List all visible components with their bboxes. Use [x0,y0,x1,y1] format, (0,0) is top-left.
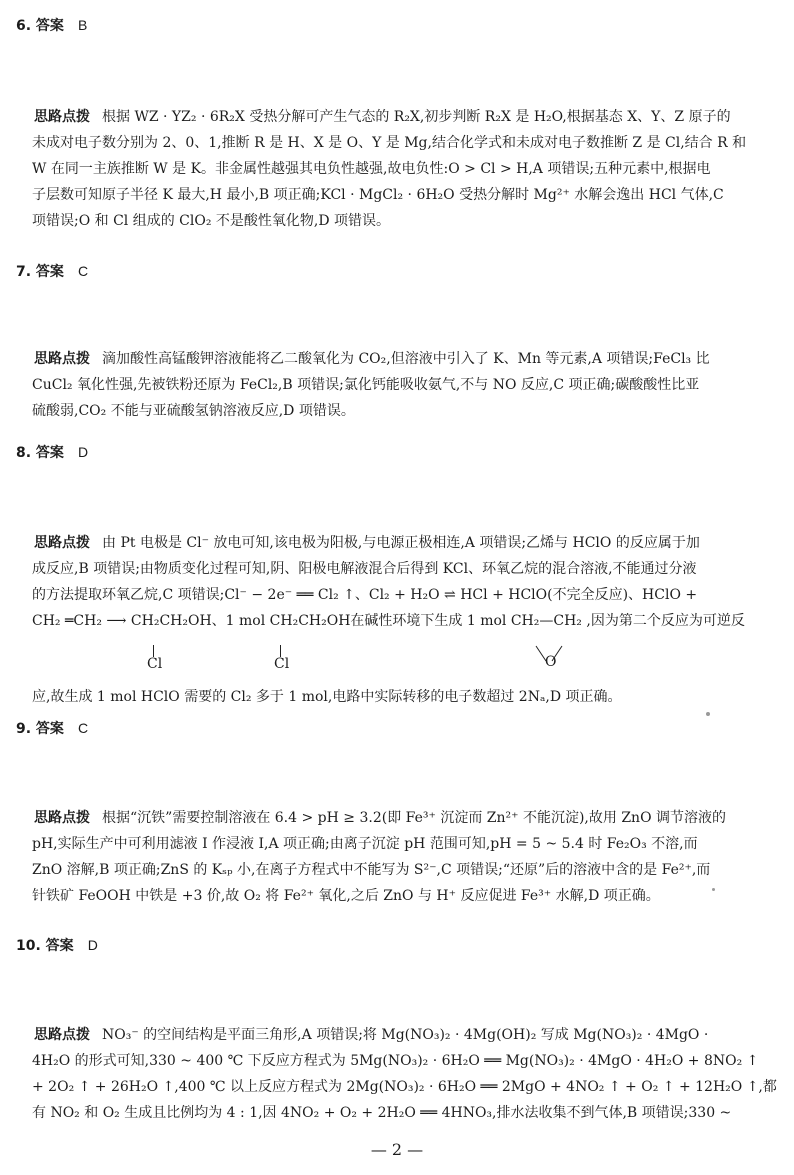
q7-explanation [34,346,782,424]
q10-line: 有 NO₂ 和 O₂ 生成且比例均为 4 : 1,因 4NO₂ + O₂ + 2H₂O ══ 4HNO₃,排水法收集不到气体,B 项错误;330 ~ [32,1105,732,1121]
q10-hint-label: 思路点拨 [34,1027,90,1043]
q10-line: + 2O₂ ↑ + 26H₂O ↑,400 ℃ 以上反应方程式为 2Mg(NO₃)₂ · 6H₂O ══ 2MgO + 4NO₂ ↑ + O₂ ↑ + 12H₂O ↑,都 [32,1079,777,1095]
q6-answer-row [16,15,87,35]
q6-hint-label: 思路点拨 [34,109,90,125]
q9-explanation [34,805,782,909]
q7-answer-label: 7. 答案 [16,264,64,280]
q9-answer-row [16,718,88,738]
q7-answer-row [16,261,88,281]
q6-answer-label: 6. 答案 [16,18,64,34]
scan-speck [712,888,715,891]
q8-answer-label: 8. 答案 [16,445,64,461]
q10-line: NO₃⁻ 的空间结构是平面三角形,A 项错误;将 Mg(NO₃)₂ · 4Mg(OH)₂ 写成 Mg(NO₃)₂ · 4MgO · [102,1027,709,1043]
q8-line: CH₂ ═CH₂ ⟶ CH₂CH₂OH、1 mol CH₂CH₂OH在碱性环境下生成 1 mol CH₂—CH₂ ,因为第二个反应为可逆反 [32,613,745,629]
q6-answer-value: B [77,17,88,33]
q7-hint-label: 思路点拨 [34,351,90,367]
q10-answer-value: D [87,937,98,953]
q8-last-line: 应,故生成 1 mol HClO 需要的 Cl₂ 多于 1 mol,电路中实际转移的电子数超过 2Nₐ,D 项正确。 [32,689,622,705]
q6-line: 项错误;O 和 Cl 组成的 ClO₂ 不是酸性氧化物,D 项错误。 [32,213,391,229]
q10-line: 4H₂O 的形式可知,330 ~ 400 ℃ 下反应方程式为 5Mg(NO₃)₂ · 6H₂O ══ Mg(NO₃)₂ · 4MgO · 4H₂O + 8NO₂ ↑ [32,1053,759,1069]
q8-answer-value: D [77,444,89,460]
q8-line: 成反应,B 项错误;由物质变化过程可知,阴、阳极电解液混合后得到 KCl、环氧乙烷的混合溶液,不能通过分液 [32,561,697,577]
q7-line: CuCl₂ 氧化性强,先被铁粉还原为 FeCl₂,B 项错误;氯化钙能吸收氨气,不与 NO 反应,C 项正确;碳酸酸性比亚 [32,377,700,393]
q9-line: pH,实际生产中可利用滤液 Ⅰ 作浸液 Ⅰ,A 项正确;由离子沉淀 pH 范围可知,pH = 5 ~ 5.4 时 Fe₂O₃ 不溶,而 [32,836,698,852]
q6-line: W 在同一主族推断 W 是 K。非金属性越强其电负性越强,故电负性:O > Cl > H,A 项错误;五种元素中,根据电 [32,161,711,177]
q8-hint-label: 思路点拨 [34,535,90,551]
q9-line: 根据“沉铁”需要控制溶液在 6.4 > pH ≥ 3.2(即 Fe³⁺ 沉淀而 Zn²⁺ 不能沉淀),故用 ZnO 调节溶液的 [102,810,727,826]
q9-answer-value: C [77,720,89,736]
q7-line: 滴加酸性高锰酸钾溶液能将乙二酸氧化为 CO₂,但溶液中引入了 K、Mn 等元素,A 项错误;FeCl₃ 比 [102,351,710,367]
q8-substituent-cl: Cl [147,656,163,672]
q6-line: 根据 WZ · YZ₂ · 6R₂X 受热分解可产生气态的 R₂X,初步判断 R₂X 是 H₂O,根据基态 X、Y、Z 原子的 [102,109,731,125]
q8-conclusion [34,684,782,710]
q8-substituent-cl: Cl [274,656,290,672]
q6-explanation [34,104,782,234]
q6-line: 未成对电子数分别为 2、0、1,推断 R 是 H、X 是 O、Y 是 Mg,结合化学式和未成对电子数推断 Z 是 Cl,结合 R 和 [32,135,747,151]
q7-answer-value: C [77,263,89,279]
q6-line: 子层数可知原子半径 K 最大,H 最小,B 项正确;KCl · MgCl₂ · 6H₂O 受热分解时 Mg²⁺ 水解会逸出 HCl 气体,C [32,187,724,203]
q8-epoxide-oxygen: O [545,654,557,670]
q9-answer-label: 9. 答案 [16,721,64,737]
q9-line: 针铁矿 FeOOH 中铁是 +3 价,故 O₂ 将 Fe²⁺ 氧化,之后 ZnO 与 H⁺ 反应促进 Fe³⁺ 水解,D 项正确。 [32,888,660,904]
q9-hint-label: 思路点拨 [34,810,90,826]
q7-line: 硫酸弱,CO₂ 不能与亚硫酸氢钠溶液反应,D 项错误。 [32,403,355,419]
q9-line: ZnO 溶解,B 项正确;ZnS 的 Kₛₚ 小,在离子方程式中不能写为 S²⁻,C 项错误;“还原”后的溶液中含的是 Fe²⁺,而 [32,862,711,878]
page-number: — 2 — [370,1140,424,1159]
q8-explanation [34,530,782,634]
q8-line: 由 Pt 电极是 Cl⁻ 放电可知,该电极为阳极,与电源正极相连,A 项错误;乙烯与 HClO 的反应属于加 [102,535,700,551]
q10-answer-row [16,935,98,955]
q10-answer-label: 10. 答案 [16,938,74,954]
q8-answer-row [16,442,88,462]
scan-speck [706,712,710,716]
q10-explanation [34,1022,782,1126]
q8-line: 的方法提取环氧乙烷,C 项错误;Cl⁻ − 2e⁻ ══ Cl₂ ↑、Cl₂ + H₂O ⇌ HCl + HClO(不完全反应)、HClO + [32,587,698,603]
